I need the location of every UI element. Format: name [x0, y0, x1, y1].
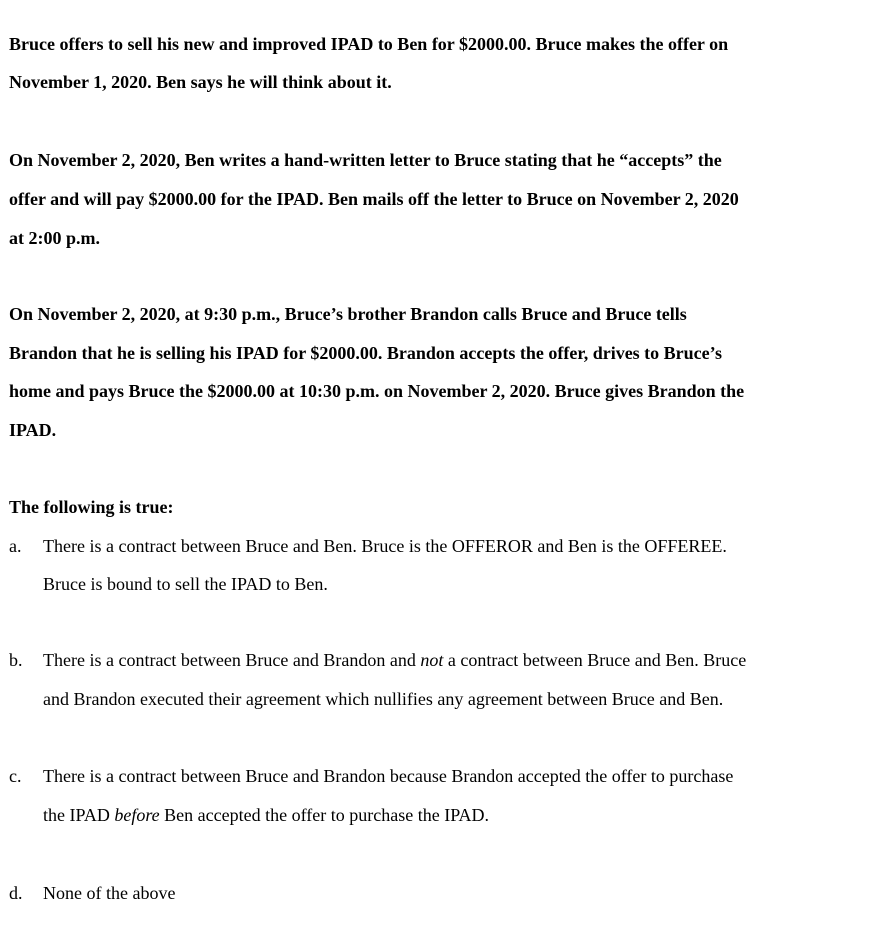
paragraph-3-line-3: home and pays Bruce the $2000.00 at 10:30 p.m. on November 2, 2020. Bruce gives Brandon the: [9, 381, 745, 401]
option-b-line-1-emphasis: not: [420, 650, 444, 670]
option-c-line-2-pre: the IPAD: [43, 805, 115, 825]
paragraph-3-line-1: On November 2, 2020, at 9:30 p.m., Bruce’s brother Brandon calls Bruce and Bruce tells: [9, 304, 687, 324]
paragraph-1-line-1: Bruce offers to sell his new and improved IPAD to Ben for $2000.00. Bruce makes the offer on: [9, 34, 729, 54]
option-c-line-2: [43, 804, 489, 826]
option-a-line-1: There is a contract between Bruce and Ben. Bruce is the OFFEROR and Ben is the OFFEREE.: [43, 536, 727, 556]
option-a-line-2: Bruce is bound to sell the IPAD to Ben.: [43, 574, 328, 594]
option-c-letter: c.: [9, 766, 22, 786]
paragraph-3-line-2: Brandon that he is selling his IPAD for $2000.00. Brandon accepts the offer, drives to Bruce’s: [9, 343, 722, 363]
paragraph-2-line-3: at 2:00 p.m.: [9, 228, 100, 248]
option-c-line-1: There is a contract between Bruce and Brandon because Brandon accepted the offer to purchase: [43, 766, 734, 786]
paragraph-3-line-4: IPAD.: [9, 420, 57, 440]
option-b-line-1-post: a contract between Bruce and Ben. Bruce: [443, 650, 747, 670]
option-b-line-2: and Brandon executed their agreement which nullifies any agreement between Bruce and Ben.: [43, 689, 724, 709]
question-prompt: The following is true:: [9, 497, 174, 517]
option-d-letter: d.: [9, 883, 23, 903]
paragraph-1-line-2: November 1, 2020. Ben says he will think about it.: [9, 72, 392, 92]
paragraph-2-line-2: offer and will pay $2000.00 for the IPAD. Ben mails off the letter to Bruce on November 2, 2020: [9, 189, 739, 209]
option-c-line-2-post: Ben accepted the offer to purchase the IPAD.: [159, 805, 490, 825]
option-a-letter: a.: [9, 536, 22, 556]
option-d-line-1: None of the above: [43, 883, 176, 903]
option-b-line-1: [43, 649, 746, 671]
option-b-letter: b.: [9, 650, 23, 670]
option-b-line-1-pre: There is a contract between Bruce and Brandon and: [43, 650, 421, 670]
option-c-line-2-emphasis: before: [114, 805, 160, 825]
paragraph-2-line-1: On November 2, 2020, Ben writes a hand-written letter to Bruce stating that he “accepts” the: [9, 150, 722, 170]
